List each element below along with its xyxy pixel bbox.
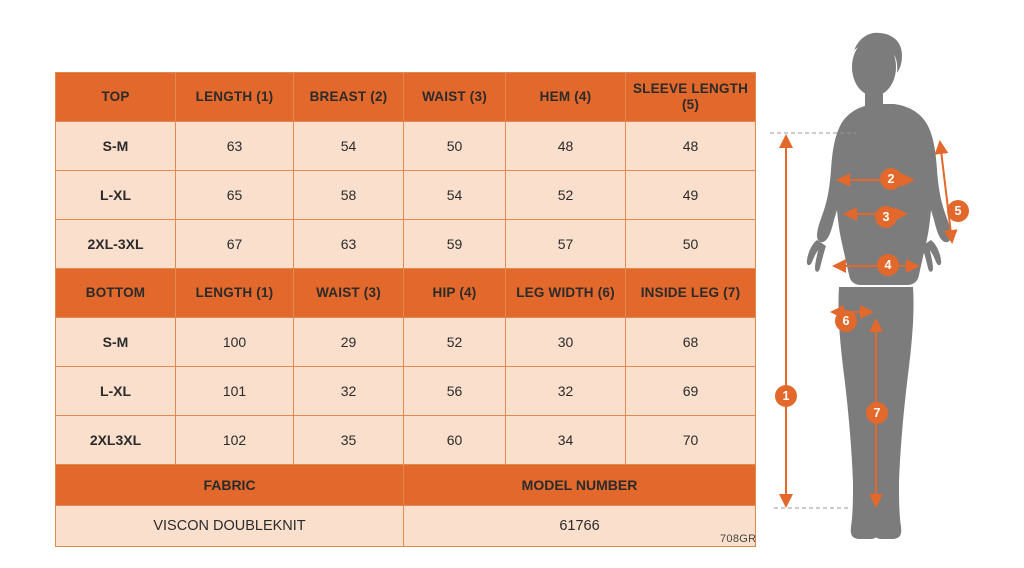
top-header-cell-4: HEM (4)	[506, 73, 626, 122]
table-row	[56, 171, 756, 220]
bottom-row-2-legwidth: 34	[506, 416, 626, 465]
fabric-header-row	[56, 465, 756, 506]
top-row-2-size: 2XL-3XL	[56, 220, 176, 269]
top-row-1-sleeve: 49	[626, 171, 756, 220]
measurements-table	[55, 72, 756, 547]
bottom-row-0-waist: 29	[294, 318, 404, 367]
bottom-row-1-length: 101	[176, 367, 294, 416]
bottom-header-cell-4: LEG WIDTH (6)	[506, 269, 626, 318]
top-header-cell-1: LENGTH (1)	[176, 73, 294, 122]
female-silhouette	[807, 33, 951, 539]
bottom-row-0-hip: 52	[404, 318, 506, 367]
top-row-0-sleeve: 48	[626, 122, 756, 171]
model-number-value-cell: 61766	[404, 506, 756, 547]
bottom-row-2-insideleg: 70	[626, 416, 756, 465]
top-row-2-breast: 63	[294, 220, 404, 269]
bottom-header-cell-5: INSIDE LEG (7)	[626, 269, 756, 318]
bottom-row-0-legwidth: 30	[506, 318, 626, 367]
measurement-badge-7: 7	[866, 402, 888, 424]
measurement-badge-1: 1	[775, 385, 797, 407]
bottom-row-0-size: S-M	[56, 318, 176, 367]
top-header-row	[56, 73, 756, 122]
table-row	[56, 416, 756, 465]
top-header-cell-2: BREAST (2)	[294, 73, 404, 122]
bottom-row-1-legwidth: 32	[506, 367, 626, 416]
measurement-badge-4: 4	[877, 254, 899, 276]
top-row-0-waist: 50	[404, 122, 506, 171]
bottom-row-1-hip: 56	[404, 367, 506, 416]
bottom-header-row	[56, 269, 756, 318]
bottom-header-cell-0: BOTTOM	[56, 269, 176, 318]
top-header-cell-0: TOP	[56, 73, 176, 122]
figure-svg	[770, 20, 1024, 568]
fabric-value-row	[56, 506, 756, 547]
table-row	[56, 318, 756, 367]
bottom-row-0-length: 100	[176, 318, 294, 367]
top-row-1-breast: 58	[294, 171, 404, 220]
bottom-row-1-insideleg: 69	[626, 367, 756, 416]
measurement-badge-2: 2	[880, 168, 902, 190]
top-row-0-length: 63	[176, 122, 294, 171]
model-figure-diagram	[770, 20, 1024, 568]
top-row-2-waist: 59	[404, 220, 506, 269]
model-number-header-cell: MODEL NUMBER	[404, 465, 756, 506]
measurement-badge-3: 3	[875, 206, 897, 228]
top-row-2-sleeve: 50	[626, 220, 756, 269]
top-row-2-hem: 57	[506, 220, 626, 269]
table-row	[56, 122, 756, 171]
bottom-row-2-hip: 60	[404, 416, 506, 465]
top-row-1-size: L-XL	[56, 171, 176, 220]
bottom-header-cell-1: LENGTH (1)	[176, 269, 294, 318]
top-row-1-hem: 52	[506, 171, 626, 220]
product-code-label: 708GR	[720, 533, 757, 545]
top-row-0-hem: 48	[506, 122, 626, 171]
measurement-badge-6: 6	[835, 310, 857, 332]
bottom-row-1-size: L-XL	[56, 367, 176, 416]
fabric-header-cell: FABRIC	[56, 465, 404, 506]
top-row-1-waist: 54	[404, 171, 506, 220]
top-row-0-breast: 54	[294, 122, 404, 171]
table-row	[56, 367, 756, 416]
bottom-row-2-size: 2XL3XL	[56, 416, 176, 465]
bottom-row-1-waist: 32	[294, 367, 404, 416]
top-row-0-size: S-M	[56, 122, 176, 171]
bottom-row-0-insideleg: 68	[626, 318, 756, 367]
measurements-table-container	[55, 72, 755, 547]
bottom-header-cell-2: WAIST (3)	[294, 269, 404, 318]
bottom-header-cell-3: HIP (4)	[404, 269, 506, 318]
fabric-value-cell: VISCON DOUBLEKNIT	[56, 506, 404, 547]
top-header-cell-3: WAIST (3)	[404, 73, 506, 122]
top-header-cell-5: SLEEVE LENGTH (5)	[626, 73, 756, 122]
bottom-row-2-length: 102	[176, 416, 294, 465]
top-row-2-length: 67	[176, 220, 294, 269]
top-row-1-length: 65	[176, 171, 294, 220]
measurement-badge-5: 5	[947, 200, 969, 222]
bottom-row-2-waist: 35	[294, 416, 404, 465]
table-row	[56, 220, 756, 269]
